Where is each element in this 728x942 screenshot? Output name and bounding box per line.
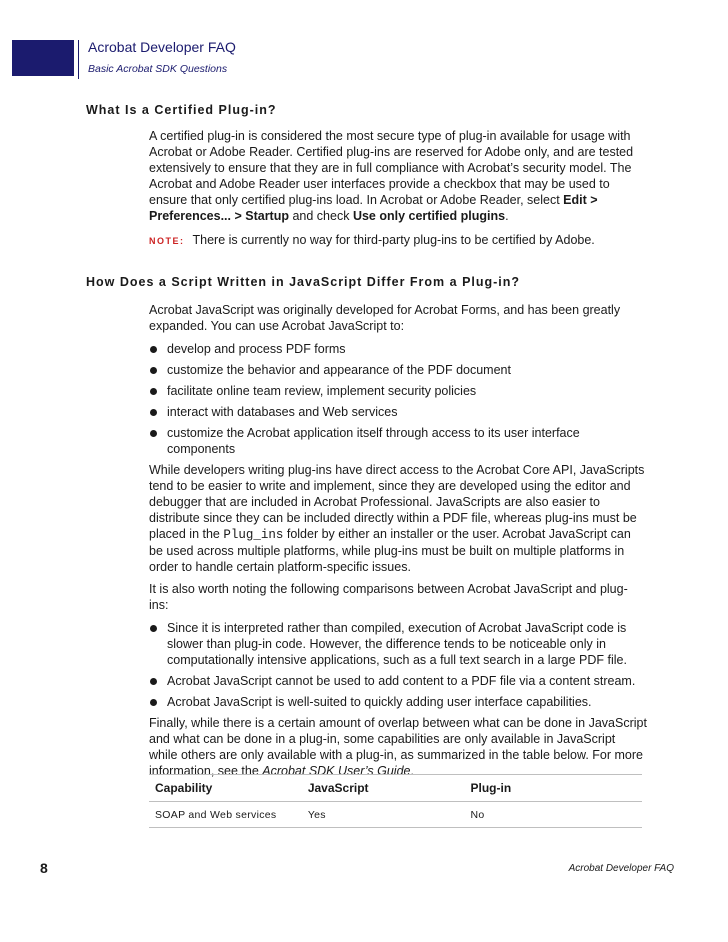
paragraph [149,128,647,224]
capability-table [149,774,642,828]
table-cell: No [465,802,642,828]
table-cell: SOAP and Web services [149,802,302,828]
header-color-block [12,40,74,76]
section-heading-certified-plugin: What Is a Certified Plug-in? [86,103,277,117]
paragraph-text: A certified plug-in is considered the most secure type of plug-in available for usage with Acrobat or Adobe Reader. Certified plug-ins are reserved for Adobe only, and are tested extensively to ensure that they are in full compliance with Acrobat’s security model. The Acrobat and Adobe Reader user interfaces provide a checkbox that may be used to ensure that only certified plug-ins load. In Acrobat or Adobe Reader, select [149,129,634,207]
header-divider [78,40,79,79]
list-item: facilitate online team review, implement security policies [149,383,647,399]
list-item: interact with databases and Web services [149,404,647,420]
list-item: develop and process PDF forms [149,341,647,357]
column-header-capability: Capability [149,775,302,802]
list-item: customize the Acrobat application itself through access to its user interface components [149,425,647,457]
section-heading-javascript-vs-plugin: How Does a Script Written in JavaScript Differ From a Plug-in? [86,275,521,289]
option-name: Use only certified plugins [352,209,506,223]
uses-list [149,341,647,457]
note-label: NOTE: [149,236,185,246]
comparisons-list [149,620,647,710]
note-text: There is currently no way for third-party plug-ins to be certified by Adobe. [192,233,595,247]
guide-title: Acrobat SDK User’s Guide [262,764,411,778]
paragraph-text: folder by either an installer or the user. Acrobat JavaScript can be used across multiple platforms, while plug-ins must be built on multiple platforms in order to handle certain platform-specific issues. [149,527,631,574]
header-title: Acrobat Developer FAQ [88,39,236,55]
paragraph [149,462,647,575]
table-row [149,802,642,828]
menu-path: Edit > Preferences... > Startup [149,193,598,223]
paragraph-text: While developers writing plug-ins have direct access to the Acrobat Core API, JavaScripts tend to be easier to write and implement, since they are developed using the editor and debugger that are included in Acrobat Professional. JavaScripts are also easier to distribute since they can be included directly within a PDF file, whereas plug-ins must be placed in the [149,463,645,541]
list-item: Acrobat JavaScript is well-suited to quickly adding user interface capabilities. [149,694,647,710]
list-item: Acrobat JavaScript cannot be used to add content to a PDF file via a content stream. [149,673,647,689]
list-item: customize the behavior and appearance of the PDF document [149,362,647,378]
note [149,232,647,249]
section-body-javascript-vs-plugin [149,302,647,779]
paragraph: Acrobat JavaScript was originally developed for Acrobat Forms, and has been greatly expanded. You can use Acrobat JavaScript to: [149,303,621,333]
page-number: 8 [40,860,48,876]
footer-title: Acrobat Developer FAQ [568,863,674,874]
paragraph: It is also worth noting the following comparisons between Acrobat JavaScript and plug-ins: [149,582,628,612]
folder-name: Plug_ins [223,528,284,542]
header-subtitle: Basic Acrobat SDK Questions [88,63,228,75]
column-header-javascript: JavaScript [302,775,465,802]
table-cell: Yes [302,802,465,828]
table-header-row [149,775,642,802]
paragraph-text: and check [289,209,353,223]
section-body-certified-plugin [149,128,647,249]
paragraph [149,715,647,779]
column-header-plugin: Plug-in [465,775,642,802]
paragraph-text: . [410,764,414,778]
paragraph-text: . [505,209,509,223]
paragraph-text: Finally, while there is a certain amount of overlap between what can be done in JavaScript and what can be done in a plug-in, some capabilities are only available in JavaScript while others are only available with a plug-in, as summarized in the table below. For more information, see the [149,716,647,778]
list-item: Since it is interpreted rather than compiled, execution of Acrobat JavaScript code is slower than plug-in code. However, the difference tends to be noticeable only in computationally intensive applications, such as a full text search in a large PDF file. [149,620,647,668]
